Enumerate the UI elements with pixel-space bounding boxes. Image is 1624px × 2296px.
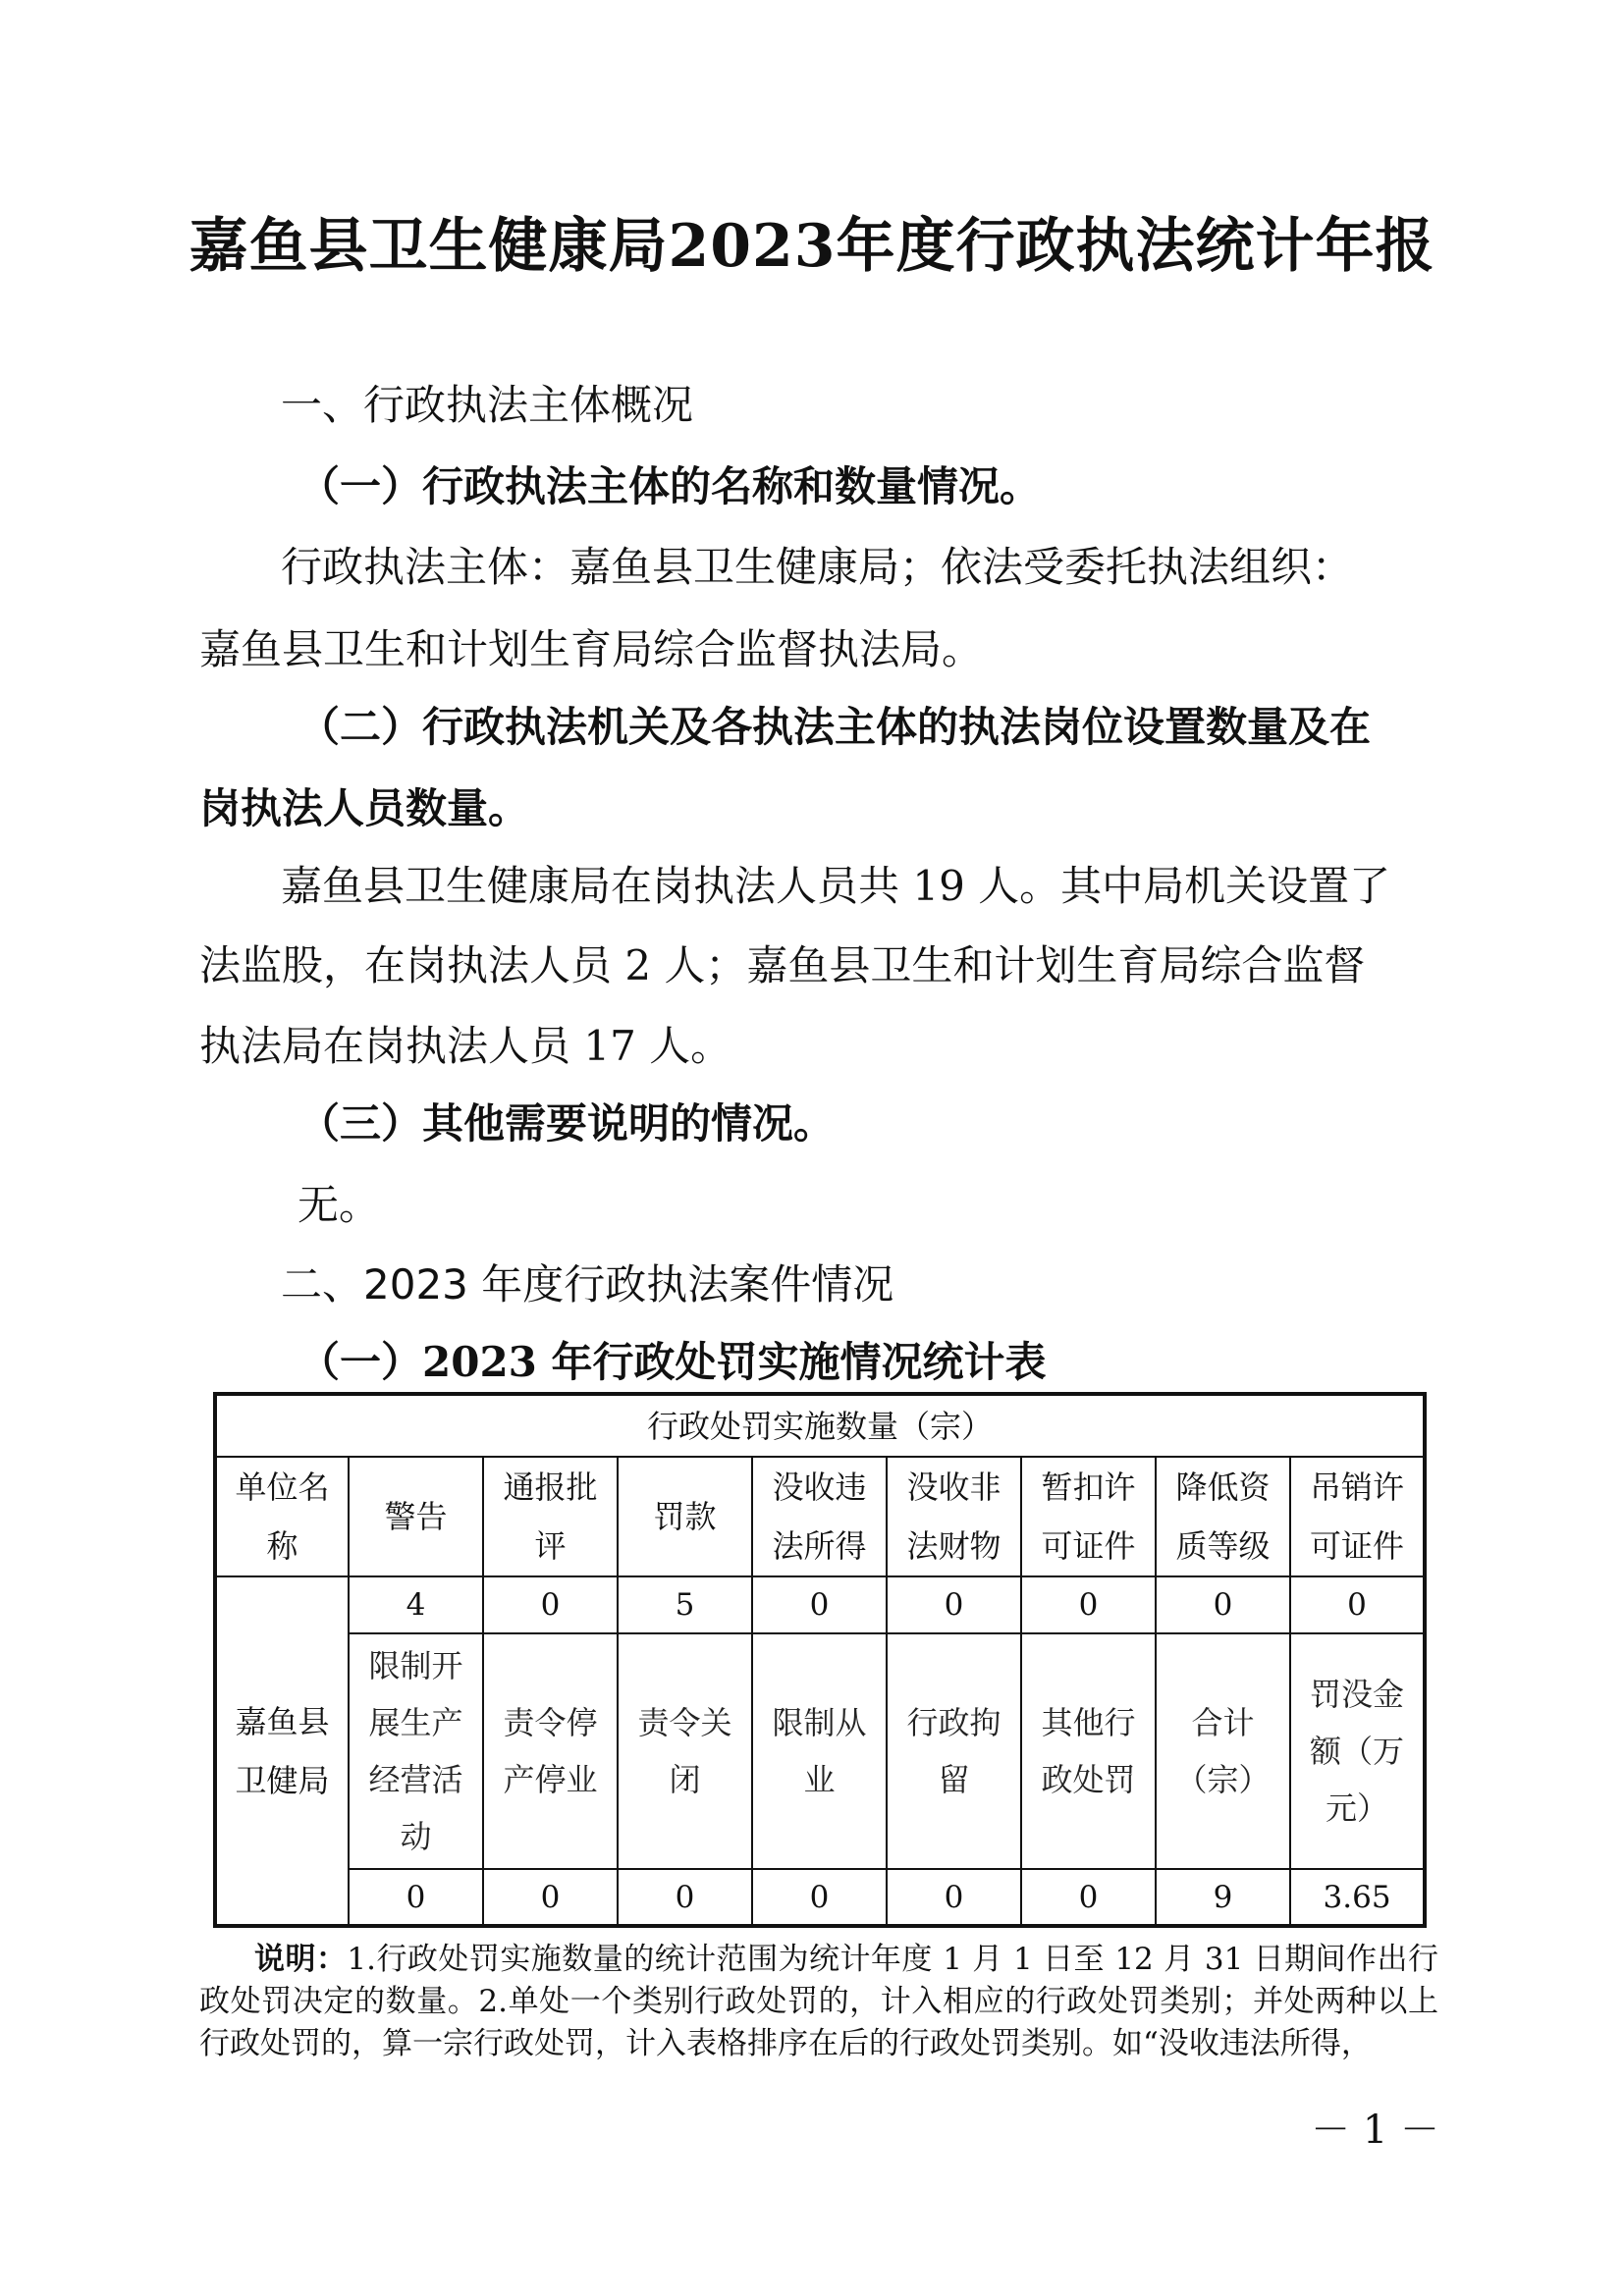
penalty-type-header-line: 暂扣许	[1041, 1468, 1136, 1506]
penalty-type-header-line: 业	[803, 1761, 836, 1798]
penalty-type-header-line: 政处罚	[1041, 1761, 1136, 1798]
penalty-count-cell: 0	[1156, 1576, 1290, 1633]
penalty-statistics-table	[213, 1392, 1427, 1928]
penalty-type-header-line: 可证件	[1041, 1527, 1136, 1565]
penalty-type-header-line: 产停业	[503, 1761, 598, 1798]
section1-sub2-line-1: 嘉鱼县卫生健康局在岗执法人员共 19 人。其中局机关设置了	[281, 862, 1391, 910]
penalty-type-header-cell	[618, 1457, 752, 1576]
penalty-type-header-line: 动	[400, 1818, 432, 1855]
penalty-type-header-cell	[349, 1633, 483, 1869]
penalty-type-header-cell	[618, 1633, 752, 1869]
section1-sub1-line-2: 嘉鱼县卫生和计划生育局综合监督执法局。	[199, 625, 984, 673]
penalty-type-header-cell	[887, 1633, 1021, 1869]
penalty-type-header-line: 法所得	[772, 1527, 867, 1565]
penalty-count-cell: 0	[887, 1869, 1021, 1926]
value-row-2	[215, 1869, 1425, 1926]
penalty-type-header-cell	[1021, 1633, 1156, 1869]
penalty-type-header-line: 留	[938, 1761, 970, 1798]
section2-heading: 二、2023 年度行政执法案件情况	[281, 1260, 894, 1308]
section1-sub3-heading: （三）其他需要说明的情况。	[298, 1099, 836, 1148]
document-title: 嘉鱼县卫生健康局2023年度行政执法统计年报	[189, 212, 1435, 281]
unit-header-line: 单位名	[235, 1468, 330, 1506]
section1-sub1-heading: （一）行政执法主体的名称和数量情况。	[298, 462, 1042, 510]
note-text: 1.行政处罚实施数量的统计范围为统计年度 1 月 1 日至 12 月 31 日期间作出行政处罚决定的数量。2.单处一个类别行政处罚的，计入相应的行政处罚类别；并处两种以上行政处罚的，算一宗行政处罚，计入表格排序在后的行政处罚类别。如“没收违法所得，	[199, 1942, 1438, 2061]
unit-header-cell	[215, 1457, 349, 1576]
unit-header-line: 称	[266, 1527, 298, 1565]
penalty-count-cell: 0	[1021, 1576, 1156, 1633]
penalty-type-header-line: 吊销许	[1310, 1468, 1405, 1506]
penalty-count-cell: 0	[483, 1576, 618, 1633]
penalty-type-header-cell	[752, 1457, 887, 1576]
penalty-type-header-line: 行政拘	[906, 1704, 1001, 1741]
penalty-type-header-line: 元）	[1326, 1789, 1389, 1827]
header-row-1	[215, 1457, 1425, 1576]
penalty-type-header-line: 经营活	[368, 1761, 463, 1798]
value-row-1	[215, 1576, 1425, 1633]
penalty-type-header-line: 没收非	[906, 1468, 1001, 1506]
table-caption: 行政处罚实施数量（宗）	[215, 1394, 1425, 1457]
section1-heading: 一、行政执法主体概况	[281, 381, 694, 429]
table-note	[199, 1939, 1438, 2065]
penalty-type-header-cell	[1290, 1633, 1425, 1869]
penalty-type-header-line: 展生产	[368, 1704, 463, 1741]
penalty-type-header-cell	[483, 1633, 618, 1869]
penalty-type-header-line: 降低资	[1175, 1468, 1271, 1506]
penalty-count-cell: 0	[483, 1869, 618, 1926]
penalty-type-header-cell	[752, 1633, 887, 1869]
penalty-count-cell: 0	[1021, 1869, 1156, 1926]
page-number: － 1 －	[1311, 2108, 1439, 2153]
penalty-type-header-line: 额（万	[1310, 1733, 1405, 1770]
penalty-type-header-line: 责令停	[503, 1704, 598, 1741]
section1-sub2-line-3: 执法局在岗执法人员 17 人。	[199, 1022, 732, 1070]
penalty-count-cell: 4	[349, 1576, 483, 1633]
section1-sub1-line-1: 行政执法主体：嘉鱼县卫生健康局；依法受委托执法组织：	[281, 543, 1354, 591]
section2-sub1-heading: （一）2023 年行政处罚实施情况统计表	[298, 1338, 1047, 1386]
penalty-count-cell: 9	[1156, 1869, 1290, 1926]
section1-sub2-line-2: 法监股，在岗执法人员 2 人；嘉鱼县卫生和计划生育局综合监督	[199, 941, 1366, 989]
section1-sub2-heading-line-2: 岗执法人员数量。	[199, 784, 530, 832]
penalty-type-header-line: 闭	[669, 1761, 701, 1798]
penalty-type-header-cell	[1156, 1457, 1290, 1576]
unit-name-cell	[215, 1576, 349, 1926]
unit-name-line: 嘉鱼县	[235, 1702, 330, 1740]
penalty-type-header-line: 其他行	[1041, 1704, 1136, 1741]
penalty-type-header-line: 限制开	[368, 1647, 463, 1684]
penalty-type-header-cell	[1156, 1633, 1290, 1869]
penalty-type-header-cell	[483, 1457, 618, 1576]
penalty-type-header-line: 警告	[384, 1498, 448, 1535]
penalty-type-header-line: 通报批	[503, 1468, 598, 1506]
section1-sub2-heading-line-1: （二）行政执法机关及各执法主体的执法岗位设置数量及在	[298, 703, 1372, 751]
unit-name-line: 卫健局	[235, 1761, 330, 1799]
penalty-type-header-line: 合计	[1191, 1704, 1255, 1741]
penalty-count-cell: 0	[752, 1869, 887, 1926]
penalty-type-header-line: 责令关	[637, 1704, 732, 1741]
penalty-type-header-line: 可证件	[1310, 1527, 1405, 1565]
penalty-type-header-line: （宗）	[1175, 1761, 1271, 1798]
penalty-count-cell: 0	[618, 1869, 752, 1926]
penalty-type-header-cell	[887, 1457, 1021, 1576]
penalty-count-cell: 0	[887, 1576, 1021, 1633]
penalty-type-header-line: 限制从	[772, 1704, 867, 1741]
penalty-count-cell: 5	[618, 1576, 752, 1633]
section1-sub3-text: 无。	[298, 1181, 381, 1229]
penalty-type-header-cell	[1290, 1457, 1425, 1576]
penalty-type-header-line: 罚款	[653, 1498, 717, 1535]
penalty-type-header-line: 没收违	[772, 1468, 867, 1506]
penalty-count-cell: 0	[349, 1869, 483, 1926]
penalty-type-header-line: 罚没金	[1310, 1676, 1405, 1713]
note-label: 说明：	[254, 1942, 348, 1977]
penalty-count-cell: 3.65	[1290, 1869, 1425, 1926]
penalty-type-header-cell	[1021, 1457, 1156, 1576]
penalty-count-cell: 0	[752, 1576, 887, 1633]
header-row-2	[215, 1633, 1425, 1869]
penalty-type-header-cell	[349, 1457, 483, 1576]
penalty-type-header-line: 评	[534, 1527, 567, 1565]
penalty-type-header-line: 质等级	[1175, 1527, 1271, 1565]
penalty-type-header-line: 法财物	[906, 1527, 1001, 1565]
penalty-count-cell: 0	[1290, 1576, 1425, 1633]
